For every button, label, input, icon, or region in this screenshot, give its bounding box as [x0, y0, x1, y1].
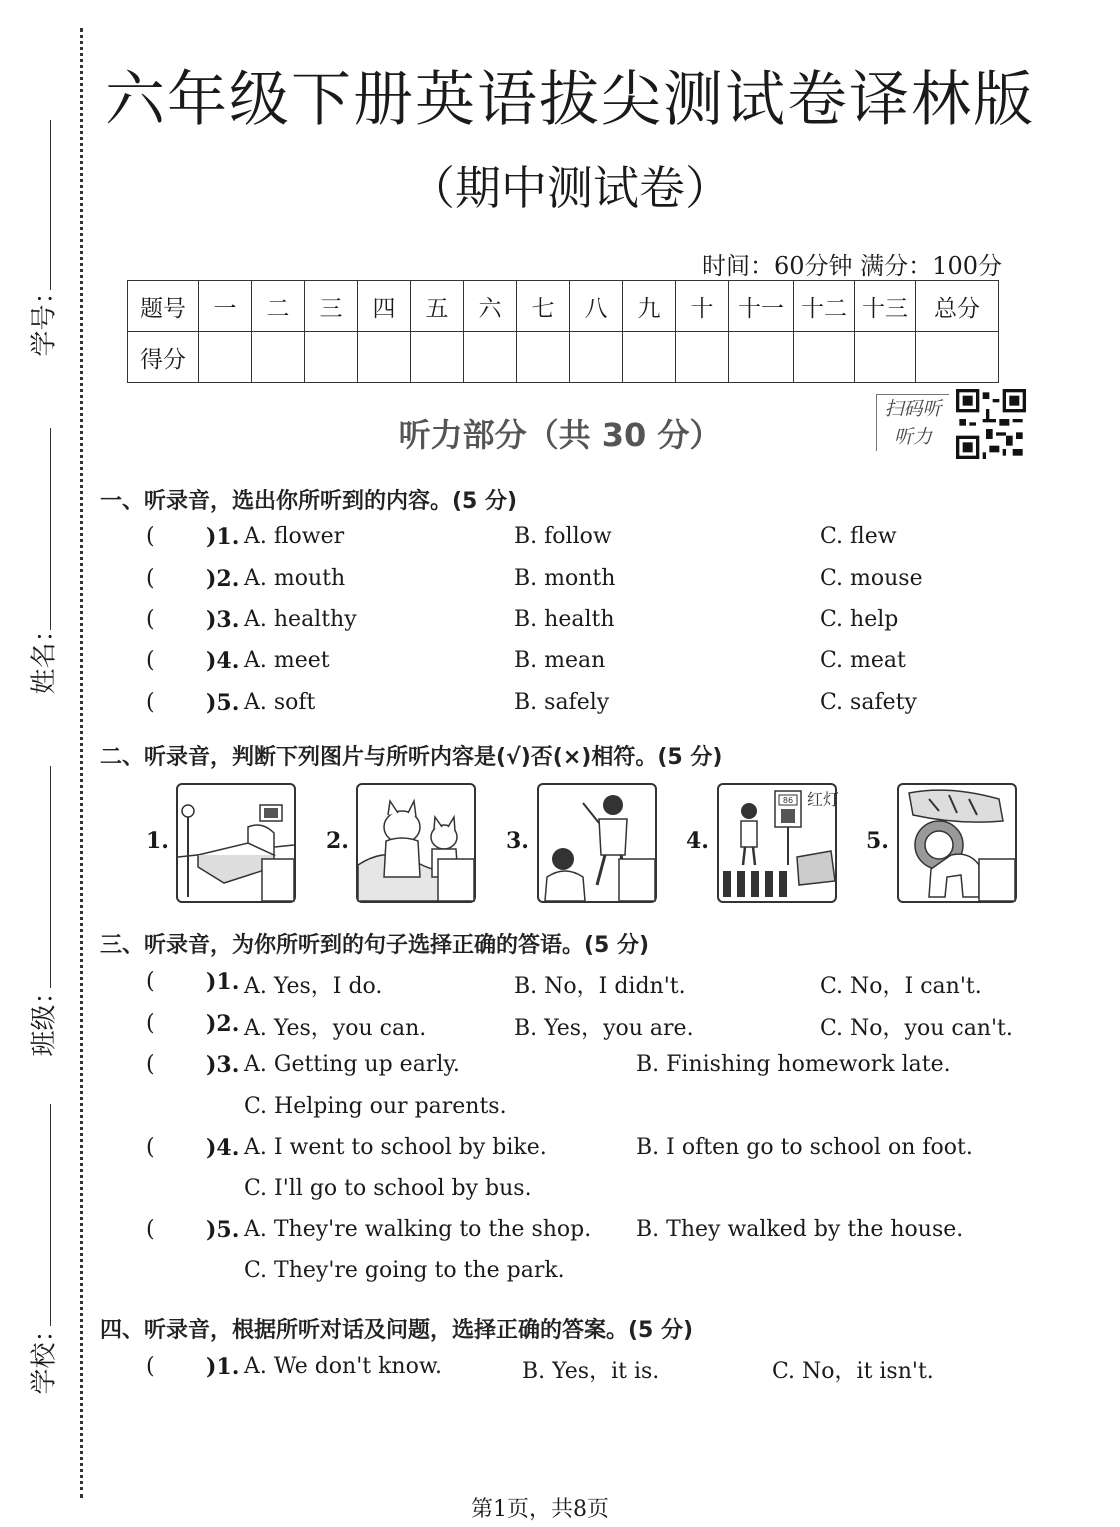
option-a: A. soft — [244, 690, 316, 715]
question-number: )2. — [206, 566, 240, 592]
score-input-cell[interactable] — [411, 332, 464, 383]
question-number: )1. — [206, 969, 240, 995]
score-header-cell: 十三 — [855, 281, 916, 332]
option-a: A. Yes，you can. — [244, 1016, 427, 1041]
score-header-cell: 三 — [305, 281, 358, 332]
score-header-cell: 四 — [358, 281, 411, 332]
s1-question — [0, 524, 1080, 558]
listening-part-title: 听力部分（共 30 分） — [398, 416, 722, 454]
score-table-header-row — [128, 281, 999, 332]
picture-bedroom — [176, 783, 296, 903]
option-c: C. They're going to the park. — [244, 1258, 565, 1283]
question-number: )3. — [206, 607, 240, 633]
class-label: 班级： — [29, 978, 60, 1057]
question-number: )5. — [206, 1217, 240, 1243]
lion-illustration-icon — [899, 785, 1015, 901]
score-header-cell: 十 — [676, 281, 729, 332]
page-title: 六年级下册英语拔尖测试卷译林版 — [105, 65, 1035, 135]
s1-question — [0, 566, 1080, 600]
option-a: A. I went to school by bike. — [244, 1135, 547, 1160]
score-header-cell: 十一 — [729, 281, 794, 332]
answer-paren[interactable]: ( — [146, 648, 155, 673]
page-subtitle: （期中测试卷） — [409, 161, 731, 215]
score-header-cell: 总分 — [916, 281, 999, 332]
score-input-cell[interactable] — [729, 332, 794, 383]
score-input-cell[interactable] — [358, 332, 411, 383]
score-header-cell: 八 — [570, 281, 623, 332]
picture-number: 2. — [326, 828, 349, 854]
option-b: B. month — [514, 566, 616, 591]
option-b: B. They walked by the house. — [636, 1217, 964, 1242]
qr-code-icon[interactable] — [956, 388, 1026, 460]
section-1-heading: 一、听录音，选出你所听到的内容。(5 分) — [100, 489, 518, 514]
cats-illustration-icon — [358, 785, 474, 901]
option-c: C. No，it isn't. — [772, 1359, 934, 1384]
score-header-cell: 六 — [464, 281, 517, 332]
class-line[interactable] — [50, 766, 51, 988]
answer-paren[interactable]: ( — [146, 1135, 155, 1160]
option-b: B. No，I didn't. — [514, 974, 686, 999]
score-input-cell[interactable] — [517, 332, 570, 383]
question-number: )1. — [206, 524, 240, 550]
picture-number: 1. — [146, 828, 169, 854]
time-and-score-info: 时间：60分钟 满分：100分 — [702, 252, 1002, 280]
answer-paren[interactable]: ( — [146, 1354, 155, 1379]
option-b: B. safely — [514, 690, 610, 715]
answer-paren[interactable]: ( — [146, 524, 155, 549]
s3-question — [0, 1052, 1080, 1086]
score-input-cell[interactable] — [305, 332, 358, 383]
answer-paren[interactable]: ( — [146, 1217, 155, 1242]
score-input-cell[interactable] — [464, 332, 517, 383]
option-a: A. flower — [244, 524, 345, 549]
option-a: A. meet — [244, 648, 330, 673]
score-input-cell[interactable] — [676, 332, 729, 383]
section-2-heading: 二、听录音，判断下列图片与所听内容是(√)否(×)相符。(5 分) — [100, 745, 723, 770]
s1-question — [0, 690, 1080, 724]
option-c: C. No，I can't. — [820, 974, 982, 999]
option-a: A. healthy — [244, 607, 357, 632]
student-number-label: 学号： — [29, 278, 60, 357]
score-header-cell: 题号 — [128, 281, 199, 332]
school-label: 学校： — [29, 1316, 60, 1395]
traffic-sign-number: 86 — [782, 796, 794, 805]
s3-question-continued — [0, 1176, 1080, 1210]
picture-traffic-light — [717, 783, 840, 903]
score-row-label: 得分 — [128, 332, 199, 383]
score-header-cell: 九 — [623, 281, 676, 332]
option-c: C. flew — [820, 524, 897, 549]
option-c: C. safety — [820, 690, 917, 715]
picture-boys — [537, 783, 657, 903]
option-b: B. Yes，it is. — [522, 1359, 660, 1384]
answer-paren[interactable]: ( — [146, 969, 155, 994]
answer-paren[interactable]: ( — [146, 607, 155, 632]
question-number: )4. — [206, 648, 240, 674]
score-input-cell[interactable] — [794, 332, 855, 383]
answer-paren[interactable]: ( — [146, 690, 155, 715]
option-c: C. mouse — [820, 566, 923, 591]
option-c: C. I'll go to school by bus. — [244, 1176, 532, 1201]
s4-question — [0, 1354, 1080, 1388]
score-table — [127, 280, 999, 383]
score-input-cell[interactable] — [199, 332, 252, 383]
s3-question — [0, 1217, 1080, 1251]
picture-cats — [356, 783, 476, 903]
option-b: B. Yes，you are. — [514, 1016, 694, 1041]
s3-question-continued — [0, 1094, 1080, 1128]
option-a: A. They're walking to the shop. — [244, 1217, 592, 1242]
option-b: B. follow — [514, 524, 612, 549]
traffic-illustration-icon — [719, 785, 840, 901]
score-header-cell: 十二 — [794, 281, 855, 332]
score-input-cell[interactable] — [570, 332, 623, 383]
picture-number: 4. — [686, 828, 709, 854]
answer-paren[interactable]: ( — [146, 1011, 155, 1036]
score-input-cell[interactable] — [855, 332, 916, 383]
option-a: A. mouth — [244, 566, 346, 591]
option-c: C. Helping our parents. — [244, 1094, 507, 1119]
s1-question — [0, 648, 1080, 682]
answer-paren[interactable]: ( — [146, 1052, 155, 1077]
qr-label: 扫码听听力 — [876, 394, 949, 451]
score-header-cell: 一 — [199, 281, 252, 332]
student-number-line[interactable] — [50, 120, 51, 290]
s3-question — [0, 1011, 1080, 1045]
picture-lion — [897, 783, 1017, 903]
s1-question — [0, 607, 1080, 641]
score-header-cell: 七 — [517, 281, 570, 332]
option-b: B. health — [514, 607, 615, 632]
score-input-cell[interactable] — [252, 332, 305, 383]
score-header-cell: 二 — [252, 281, 305, 332]
question-number: )3. — [206, 1052, 240, 1078]
option-b: B. I often go to school on foot. — [636, 1135, 973, 1160]
qr-block[interactable] — [876, 388, 1026, 464]
question-number: )5. — [206, 690, 240, 716]
score-table-score-row — [128, 332, 999, 383]
option-c: C. help — [820, 607, 899, 632]
option-a: A. Yes，I do. — [244, 974, 383, 999]
name-label: 姓名： — [29, 616, 60, 695]
answer-paren[interactable]: ( — [146, 566, 155, 591]
boys-illustration-icon — [539, 785, 655, 901]
s3-question-continued — [0, 1258, 1080, 1292]
section-3-heading: 三、听录音，为你所听到的句子选择正确的答语。(5 分) — [100, 933, 650, 958]
s3-question — [0, 969, 1080, 1003]
question-number: )2. — [206, 1011, 240, 1037]
picture-number: 5. — [866, 828, 889, 854]
score-input-cell[interactable] — [916, 332, 999, 383]
option-a: A. Getting up early. — [244, 1052, 460, 1077]
option-b: B. mean — [514, 648, 606, 673]
score-header-cell: 五 — [411, 281, 464, 332]
s3-question — [0, 1135, 1080, 1169]
option-c: C. meat — [820, 648, 906, 673]
option-c: C. No，you can't. — [820, 1016, 1013, 1041]
question-number: )4. — [206, 1135, 240, 1161]
bedroom-illustration-icon — [178, 785, 294, 901]
page-footer: 第1页，共8页 — [471, 1497, 609, 1522]
section-4-heading: 四、听录音，根据所听对话及问题，选择正确的答案。(5 分) — [100, 1318, 694, 1343]
question-number: )1. — [206, 1354, 240, 1380]
option-b: B. Finishing homework late. — [636, 1052, 951, 1077]
picture-number: 3. — [506, 828, 529, 854]
option-a: A. We don't know. — [244, 1354, 443, 1379]
score-input-cell[interactable] — [623, 332, 676, 383]
traffic-sign-text: 红灯 — [806, 790, 840, 809]
